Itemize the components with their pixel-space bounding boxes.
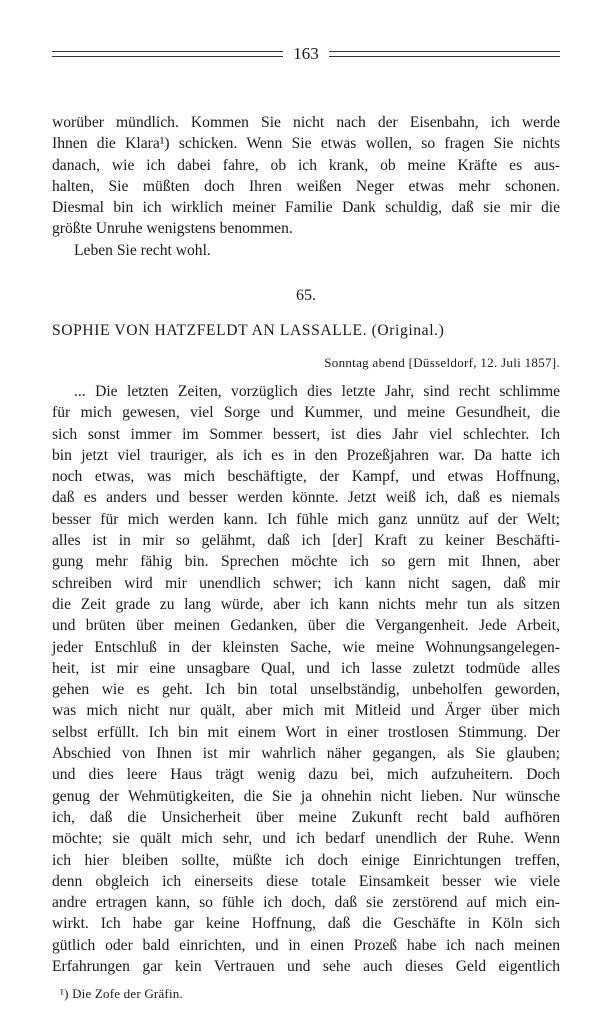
text-line: gung mehr fähig bin. Sprechen möchte ich so gern mit Ihnen, aber	[52, 553, 560, 571]
text-line: wirkt. Ich habe gar keine Hoffnung, daß die Geschäfte in Köln sich	[52, 915, 560, 933]
text-line: Ihnen die Klara¹) schicken. Wenn Sie etwas wollen, so fragen Sie nichts	[52, 135, 560, 153]
letter-heading: SOPHIE VON HATZFELDT AN LASSALLE. (Original.)	[52, 322, 445, 340]
text-line: und brüten über meinen Gedanken, über die Vergangenheit. Jede Arbeit,	[52, 617, 560, 635]
header-rule-right	[329, 51, 560, 57]
book-page	[52, 40, 560, 1005]
text-line: und dies leere Haus trägt wenig dazu bei, mich aufzuheitern. Doch	[52, 766, 560, 784]
header-rule-left	[52, 51, 283, 57]
text-line: gehen wie es geht. Ich bin total unselbständig, unbeholfen geworden,	[52, 681, 560, 699]
text-line: größte Unruhe wenigstens benommen.	[52, 220, 293, 238]
text-line: die Zeit grade zu lang würde, aber ich kann nichts mehr tun als sitzen	[52, 595, 560, 613]
text-line: alles ist in mir so gelähmt, daß ich [der] Kraft zu keiner Beschäfti-	[52, 532, 560, 550]
text-line: Abschied von Ihnen ist mir wahrlich näher gegangen, als Sie glauben;	[52, 745, 560, 763]
text-line: danach, wie ich dabei fahre, ob ich krank, ob meine Kräfte es aus-	[52, 156, 560, 174]
text-line: bin jetzt viel trauriger, als ich es in den Prozeßjahren war. Da hatte ich	[52, 446, 560, 464]
continued-paragraph	[52, 112, 560, 240]
text-line: worüber mündlich. Kommen Sie nicht nach der Eisenbahn, ich werde	[52, 114, 560, 131]
text-line: denn obgleich ich einerseits diese totale Einsamkeit besser wie viele	[52, 872, 560, 890]
text-line: ... Die letzten Zeiten, vorzüglich dies letzte Jahr, sind recht schlimme	[74, 382, 560, 400]
text-line: jeder Entschluß in der kleinsten Sache, wie meine Wohnungsangelegen-	[52, 638, 560, 656]
page-header	[52, 40, 560, 68]
text-line: möchte; sie quält mich sehr, und ich bedarf unendlich der Ruhe. Wenn	[52, 830, 560, 848]
text-line: was mich nicht nur quält, aber mich mit Mitleid und Ärger über mich	[52, 702, 560, 720]
text-line: genug der Wehmütigkeiten, die Sie ja ohnehin nicht lieben. Nur wünsche	[52, 787, 560, 805]
letter-number: 65.	[296, 287, 316, 305]
text-line: schreiben wird mir unendlich schwer; ich kann nicht sagen, daß mir	[52, 574, 560, 592]
text-line: Diesmal bin ich wirklich meiner Familie Dank schuldig, daß sie mir die	[52, 199, 560, 217]
text-line: selbst erfüllt. Ich bin mit einem Wort in einer trostlosen Stimmung. Der	[52, 723, 560, 741]
text-line: heit, ist mir eine unsagbare Qual, und ich lasse zuletzt todmüde alles	[52, 659, 560, 677]
text-line: halten, Sie müßten doch Ihren weißen Neger etwas mehr schonen.	[52, 177, 560, 195]
text-line: gütlich oder bald einrichten, und in einen Prozeß habe ich nach meinen	[52, 936, 560, 954]
text-line: ich, daß die Unsicherheit über meine Zukunft recht bald aufhören	[52, 808, 560, 826]
letter-closing: Leben Sie recht wohl.	[74, 241, 211, 259]
text-line: für mich gewesen, viel Sorge und Kummer, und meine Gesundheit, die	[52, 404, 560, 422]
text-line: daß es anders und besser werden könnte. Jetzt weiß ich, daß es niemals	[52, 489, 560, 507]
text-line: noch etwas, was mich beschäftigte, der Kampf, und etwas Hoffnung,	[52, 468, 560, 486]
letter-body	[52, 381, 560, 977]
page-number: 163	[293, 44, 319, 64]
footnote: ¹) Die Zofe der Gräfin.	[60, 986, 183, 1002]
text-line: besser für mich werden kann. Ich fühle mich ganz unnütz auf der Welt;	[52, 510, 560, 528]
text-line: ich hier bleiben sollte, müßte ich doch einige Einrichtungen treffen,	[52, 851, 560, 869]
text-line: sich sonst immer im Sommer bessert, ist dies Jahr viel schlechter. Ich	[52, 425, 560, 443]
letter-dateline: Sonntag abend [Düsseldorf, 12. Juli 1857].	[324, 354, 560, 370]
text-line: andre ertragen kann, so fühle ich doch, daß sie zerstörend auf mich ein-	[52, 894, 560, 912]
text-line: Erfahrungen gar kein Vertrauen und sehe auch dieses Geld eigentlich	[52, 957, 560, 975]
